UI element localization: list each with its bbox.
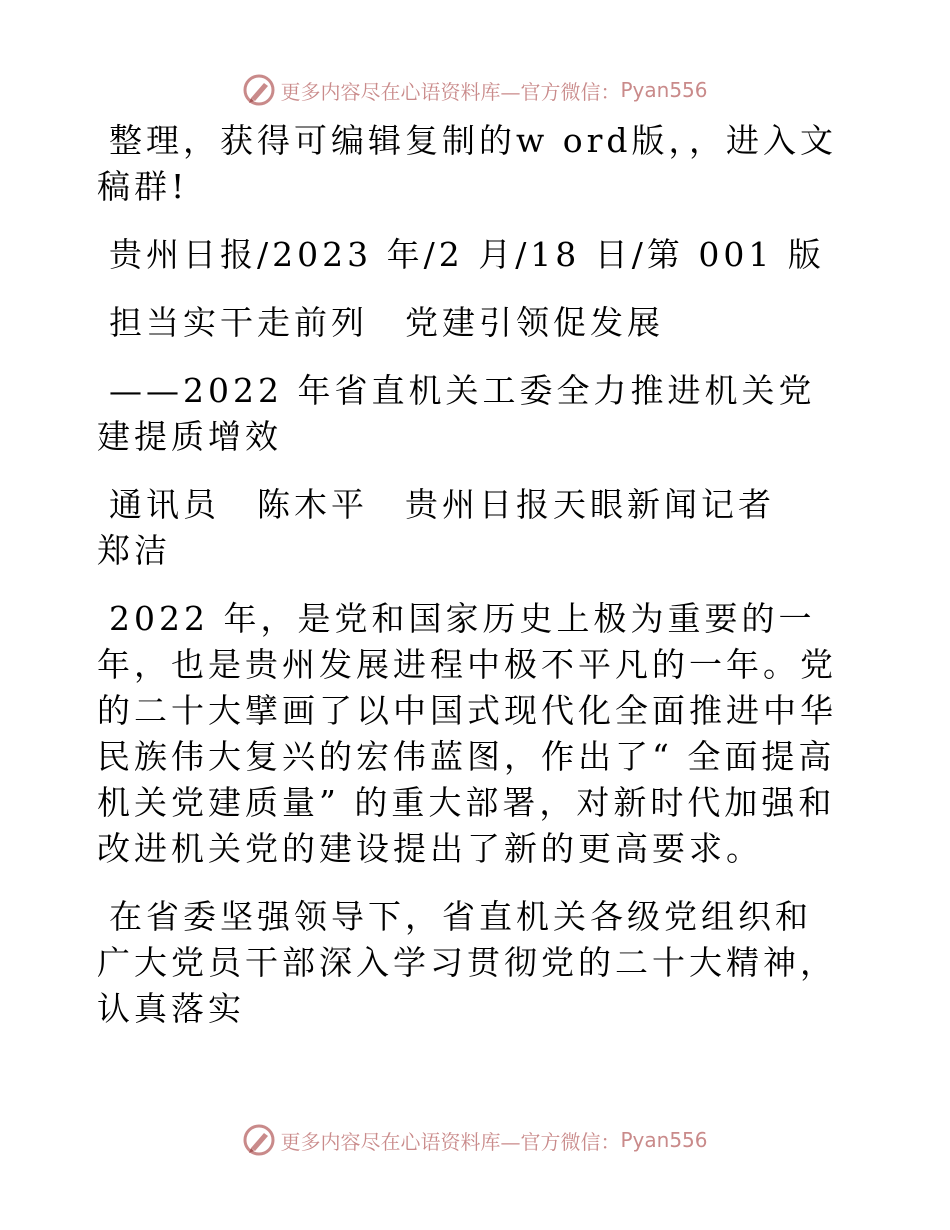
document-body	[97, 118, 847, 1032]
article-title: 担当实干走前列 党建引领促发展	[109, 303, 664, 342]
article-byline: 通讯员 陈木平 贵州日报天眼新闻记者 郑洁	[97, 485, 812, 570]
paragraph-intro: 整理，获得可编辑复制的w ord版，，进入文稿群!	[97, 121, 838, 206]
watermark-wechat: Pyan556	[620, 78, 708, 102]
paragraph-source: 贵州日报/2023 年/2 月/18 日/第 001 版	[109, 235, 825, 274]
pen-logo-icon	[242, 73, 276, 107]
watermark-banner-top	[0, 70, 950, 110]
paragraph-body-2: 在省委坚强领导下，省直机关各级党组织和广大党员干部深入学习贯彻党的二十大精神，认真落实	[97, 897, 837, 1028]
watermark-text: 更多内容尽在心语资料库—官方微信：	[280, 1129, 621, 1154]
paragraph-body-1: 2022 年，是党和国家历史上极为重要的一年，也是贵州发展进程中极不平凡的一年。党的二十大擘画了以中国式现代化全面推进中华民族伟大复兴的宏伟蓝图，作出了“ 全面提高机关党建质量” 的重大部署，对新时代加强和改进机关党的建设提出了新的更高要求。	[97, 599, 837, 868]
article-subtitle: ——2022 年省直机关工委全力推进机关党建提质增效	[97, 371, 816, 456]
watermark-text: 更多内容尽在心语资料库—官方微信：	[280, 79, 621, 104]
watermark-banner-bottom	[0, 1120, 950, 1160]
pen-logo-icon	[242, 1123, 276, 1157]
watermark-wechat: Pyan556	[620, 1128, 708, 1152]
